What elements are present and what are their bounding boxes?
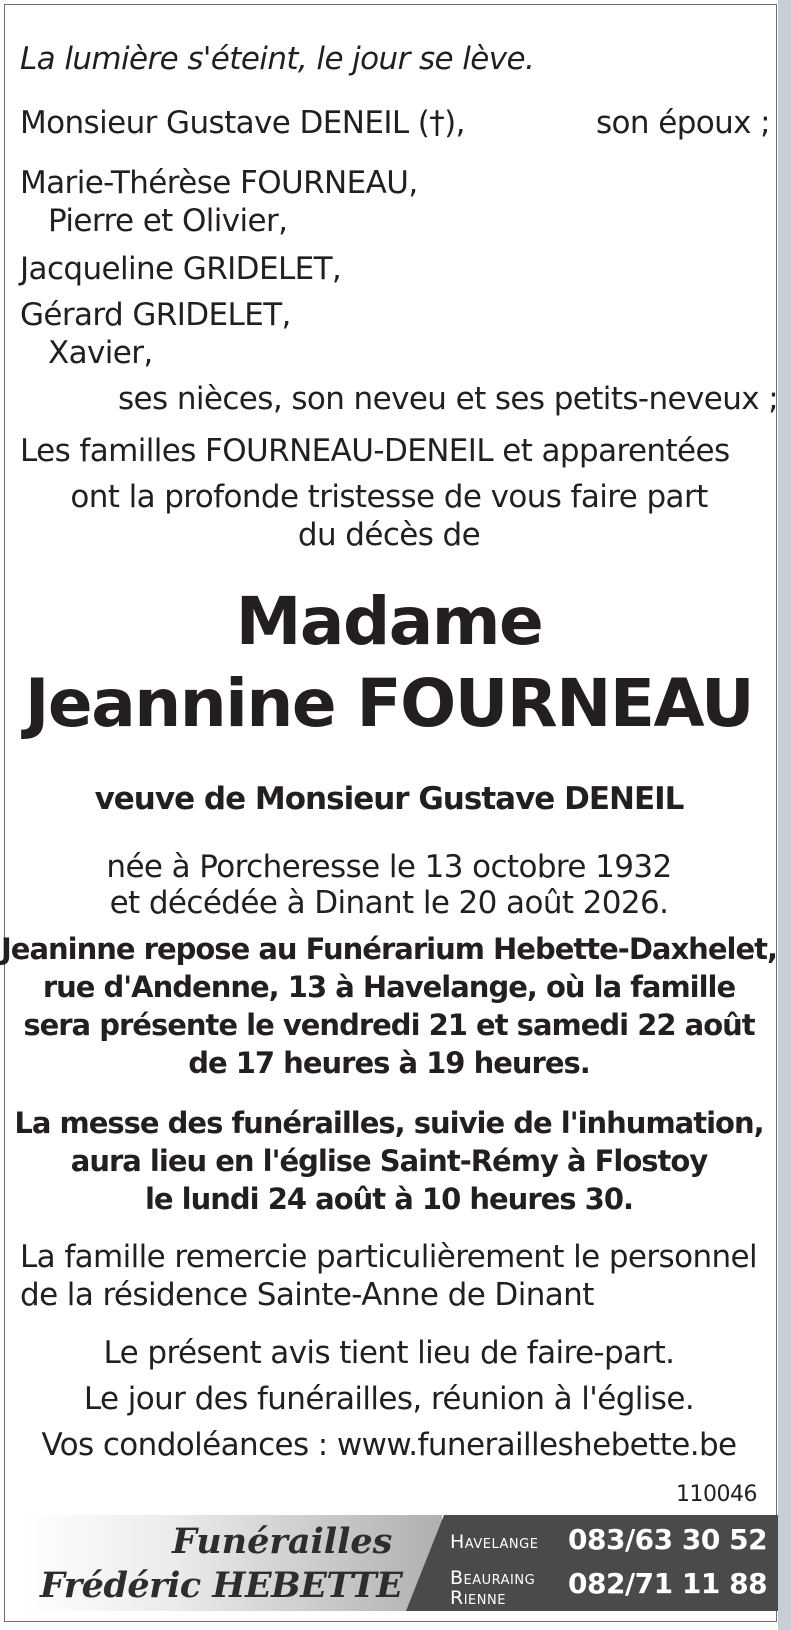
closing-line: Vos condoléances : www.funerailleshebette.be [41,1427,737,1463]
family-member: Pierre et Olivier, [48,203,288,239]
location-rienne: Rienne [450,1587,506,1609]
page-edge-band [778,0,791,1630]
family-role: ses nièces, son neveu et ses petits-neveux ; [118,381,779,417]
mass-line: le lundi 24 août à 10 heures 30. [144,1182,634,1216]
closing-line: Le présent avis tient lieu de faire-part. [103,1335,675,1371]
family-member: Marie-Thérèse FOURNEAU, [20,165,418,201]
location-beauraing: Beauraing [450,1567,536,1589]
closing-line: Le jour des funérailles, réunion à l'église. [83,1381,695,1417]
company-name-line2: Frédéric HEBETTE [40,1565,403,1606]
epigraph: La lumière s'éteint, le jour se lève. [20,41,535,77]
birth-info: née à Porcheresse le 13 octobre 1932 [106,849,672,885]
family-member: Gérard GRIDELET, [20,297,291,333]
family-member: Xavier, [48,335,153,371]
announcement-line: ont la profonde tristesse de vous faire part [70,479,708,515]
thanks-line: La famille remercie particulièrement le personnel [20,1239,758,1275]
phone-havelange: 083/63 30 52 [568,1523,768,1556]
funeral-home-banner [22,1515,778,1611]
phone-beauraing: 082/71 11 88 [568,1567,768,1600]
reference-number: 110046 [676,1482,757,1507]
thanks-line: de la résidence Sainte-Anne de Dinant [20,1277,594,1313]
announcement-line: du décès de [297,517,481,553]
visitation-line: de 17 heures à 19 heures. [188,1046,590,1080]
spouse-role: son époux ; [596,105,771,141]
visitation-line: sera présente le vendredi 21 et samedi 22 août [23,1008,755,1042]
spouse-name: Monsieur Gustave DENEIL (†), [20,105,465,141]
deceased-name: Jeannine FOURNEAU [24,665,754,742]
location-havelange: Havelange [450,1531,539,1553]
mass-line: La messe des funérailles, suivie de l'inhumation, [14,1106,764,1140]
deceased-title: Madame [235,583,543,660]
death-info: et décédée à Dinant le 20 août 2026. [109,885,669,921]
company-name-line1: Funérailles [172,1521,393,1562]
visitation-line: rue d'Andenne, 13 à Havelange, où la famille [42,970,736,1004]
mass-line: aura lieu en l'église Saint-Rémy à Flostoy [70,1144,708,1178]
visitation-line: Jeaninne repose au Funérarium Hebette-Daxhelet, [0,932,777,966]
widow-of: veuve de Monsieur Gustave DENEIL [94,781,684,817]
family-member: Jacqueline GRIDELET, [20,251,342,287]
families-line: Les familles FOURNEAU-DENEIL et apparentées [20,433,730,469]
